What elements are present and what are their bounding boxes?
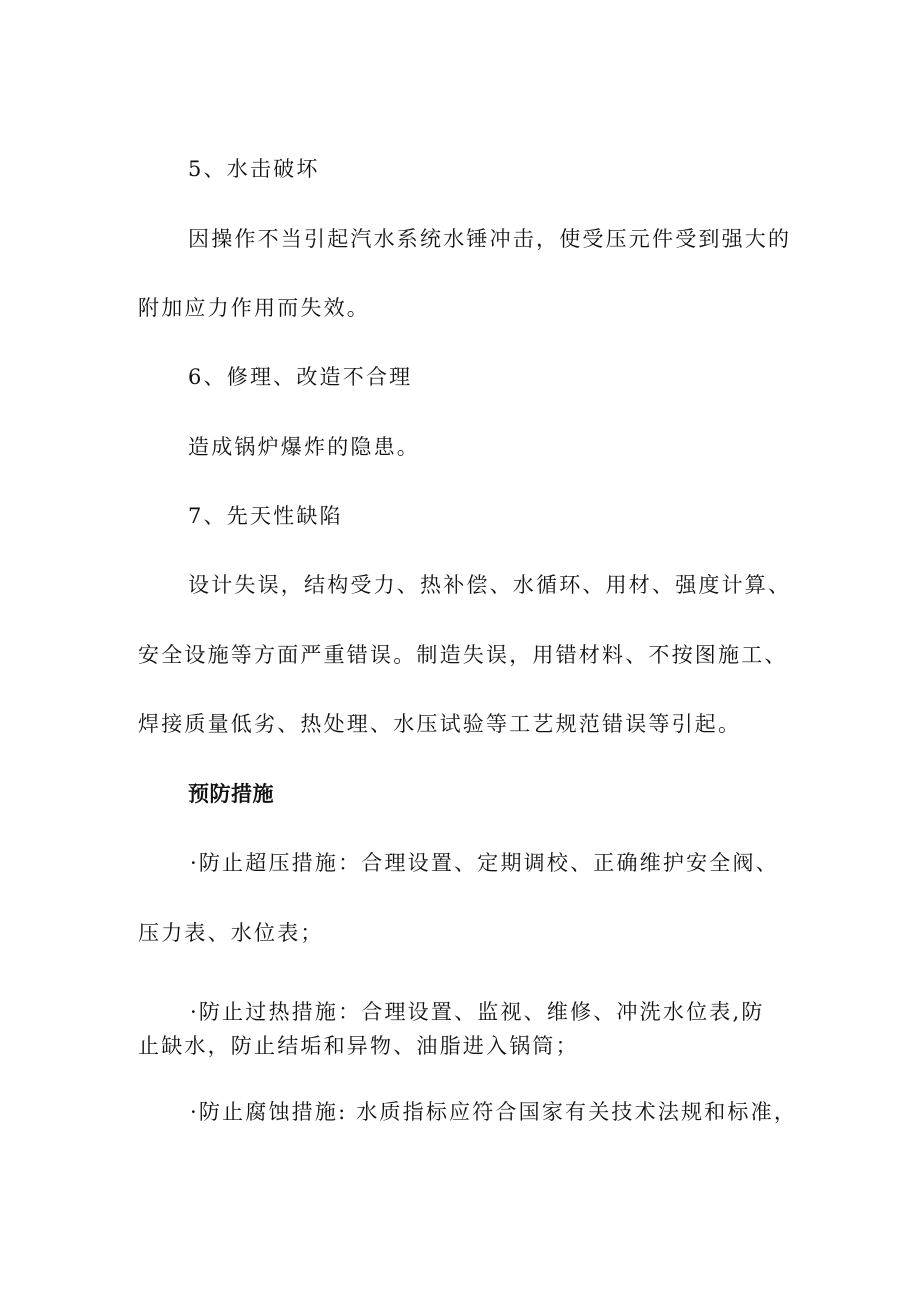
paragraph-defects-line-2: 安全设施等方面严重错误。制造失误，用错材料、不按图施工、	[138, 643, 788, 667]
heading-congenital-defects: 7、先天性缺陷	[188, 504, 343, 528]
bullet-overheating-line-1: ·防止过热措施：合理设置、监视、维修、冲洗水位表,防	[190, 1000, 765, 1024]
bullet-overpressure-line-1: ·防止超压措施：合理设置、定期调校、正确维护安全阀、	[190, 851, 779, 875]
paragraph-water-hammer-line-2: 附加应力作用而失效。	[138, 296, 370, 320]
heading-preventive-measures: 预防措施	[188, 782, 274, 806]
heading-water-hammer: 5、水击破坏	[188, 157, 320, 181]
paragraph-defects-line-1: 设计失误，结构受力、热补偿、水循环、用材、强度计算、	[188, 573, 792, 597]
paragraph-water-hammer-line-1: 因操作不当引起汽水系统水锤冲击，使受压元件受到强大的	[188, 227, 792, 251]
paragraph-repair-modification: 造成锅炉爆炸的隐患。	[188, 435, 420, 459]
bullet-corrosion-line-1: ·防止腐蚀措施: 水质指标应符合国家有关技术法规和标准，	[190, 1100, 798, 1124]
bullet-overheating-line-2: 止缺水，防止结垢和异物、油脂进入锅筒；	[138, 1034, 579, 1058]
bullet-overpressure-line-2: 压力表、水位表；	[138, 921, 324, 945]
paragraph-defects-line-3: 焊接质量低劣、热处理、水压试验等工艺规范错误等引起。	[138, 712, 742, 736]
heading-repair-modification: 6、修理、改造不合理	[188, 365, 413, 389]
